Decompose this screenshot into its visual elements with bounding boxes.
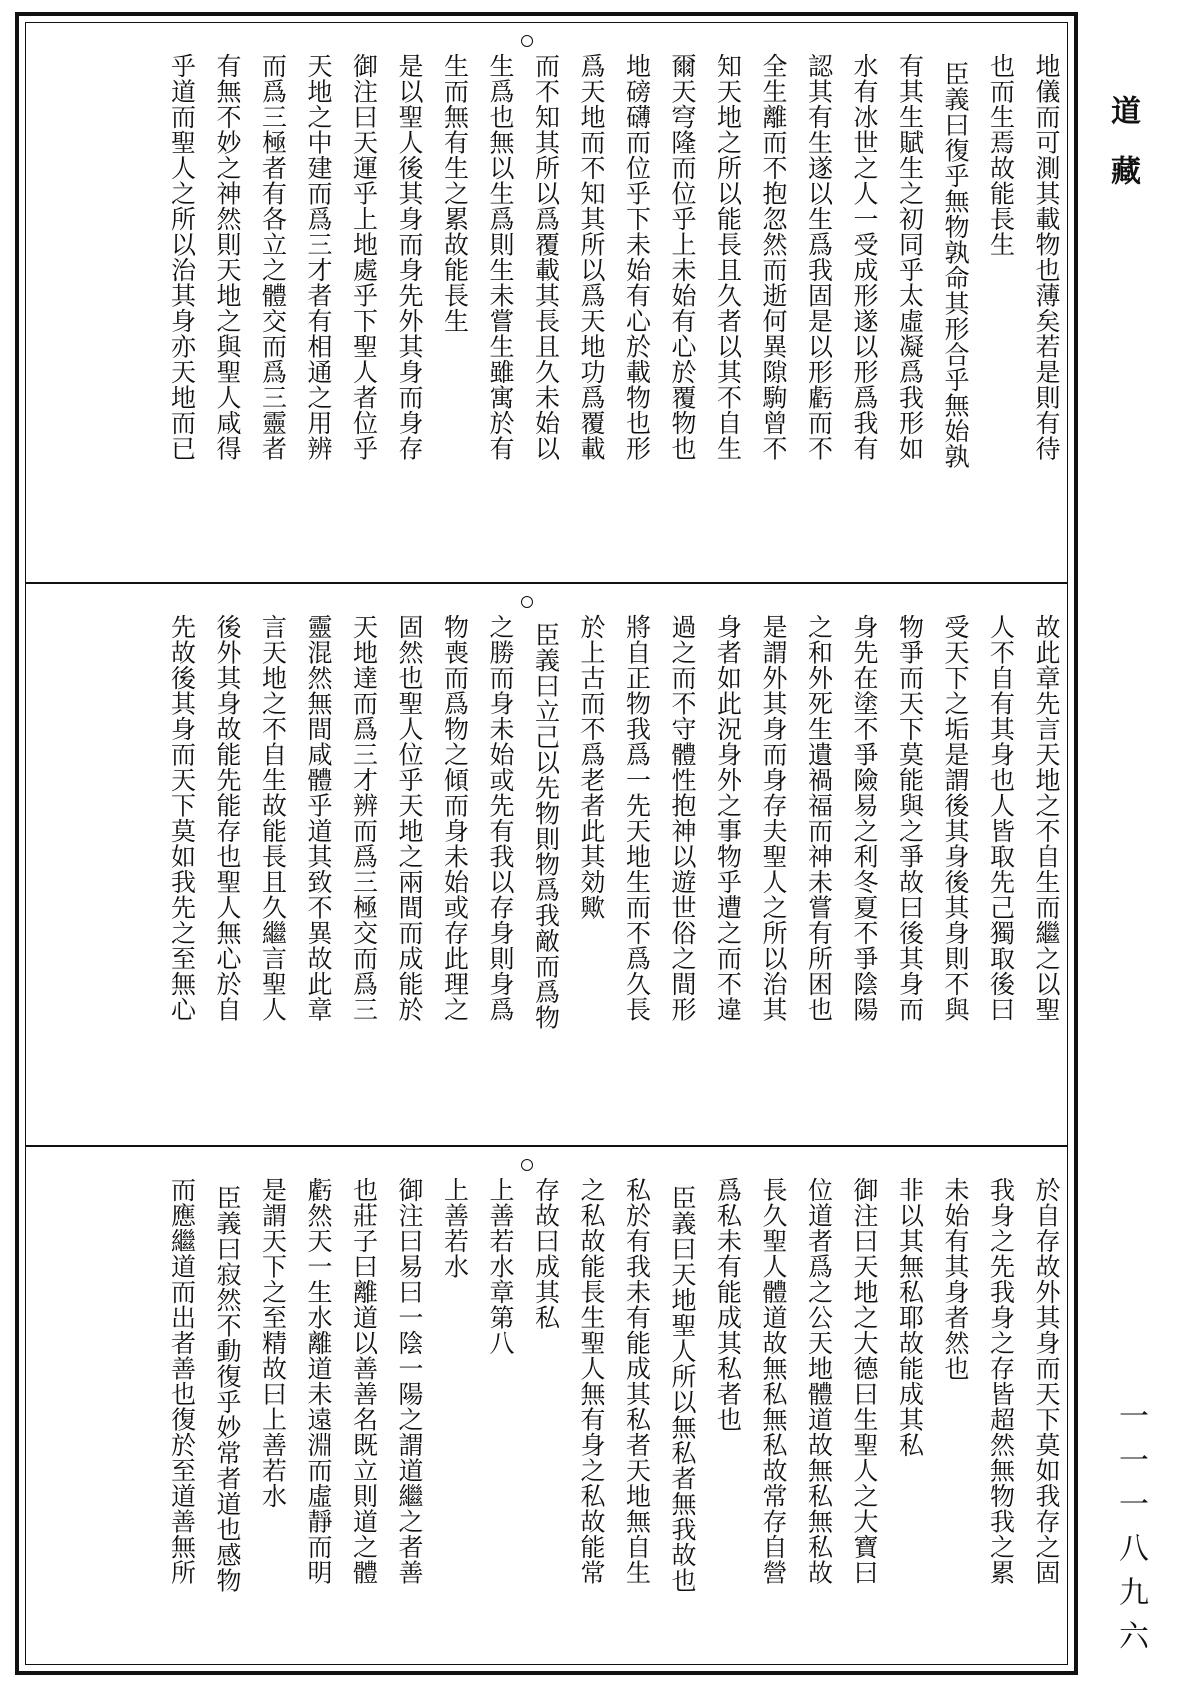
text-column: 有其生賦生之初同乎太虛凝爲我形如 bbox=[895, 53, 925, 461]
text-column: 也莊子曰離道以善善名既立則道之體 bbox=[349, 1177, 379, 1585]
section-marker-circle bbox=[521, 35, 533, 47]
text-column: 靈混然無間咸體乎道其致不異故此章 bbox=[304, 614, 333, 1022]
text-column: 也而生焉故能長生 bbox=[986, 53, 1016, 257]
text-column: 爲天地而不知其所以爲天地功爲覆載 bbox=[577, 53, 606, 461]
text-band-3 bbox=[26, 1145, 1067, 1676]
text-column: 我身之先我身之存皆超然無物我之累 bbox=[986, 1177, 1016, 1585]
text-column: 身先在塗不爭險易之利冬夏不爭陰陽 bbox=[850, 614, 879, 1022]
text-column: 故此章先言天地之不自生而繼之以聖 bbox=[1032, 614, 1061, 1022]
text-column: 言天地之不自生故能長且久繼言聖人 bbox=[258, 614, 288, 1022]
text-column: 是以聖人後其身而身先外其身而身存 bbox=[395, 53, 424, 461]
text-column: 臣義曰寂然不動復乎妙常者道也感物 bbox=[213, 1185, 242, 1593]
text-column: 認其有生遂以生爲我固是以形虧而不 bbox=[804, 53, 834, 461]
text-column: 於自存故外其身而天下莫如我存之固 bbox=[1032, 1177, 1061, 1585]
text-column: 受天下之垢是謂後其身後其身則不與 bbox=[941, 614, 970, 1022]
text-column: 乎道而聖人之所以治其身亦天地而已 bbox=[167, 53, 197, 461]
text-column: 物喪而爲物之傾而身未始或存此理之 bbox=[440, 614, 470, 1022]
text-column: 未始有其身者然也 bbox=[941, 1177, 970, 1381]
text-column: 長久聖人體道故無私無私故常存自營 bbox=[759, 1177, 788, 1585]
text-column: 地磅礴而位乎下未始有心於載物也形 bbox=[622, 53, 652, 461]
page-frame bbox=[15, 12, 1078, 1675]
text-column: 生爲也無以生爲則生未嘗生雖寓於有 bbox=[486, 53, 515, 461]
text-column: 地儀而可測其載物也薄矣若是則有待 bbox=[1032, 53, 1061, 461]
text-band-2 bbox=[26, 582, 1067, 1145]
text-column: 私於有我未有能成其私者天地無自生 bbox=[622, 1177, 652, 1585]
text-column: 是謂外其身而身存夫聖人之所以治其 bbox=[759, 614, 788, 1022]
text-column: 而不知其所以爲覆載其長且久未始以 bbox=[531, 53, 561, 461]
text-column: 臣義曰復乎無物孰命其形合乎無始孰 bbox=[941, 61, 970, 469]
text-column: 天地達而爲三才辨而爲三極交而爲三 bbox=[349, 614, 379, 1022]
text-column: 知天地之所以能長且久者以其不自生 bbox=[713, 53, 743, 461]
text-column: 而爲三極者有各立之體交而爲三靈者 bbox=[258, 53, 288, 461]
text-column: 臣義曰天地聖人所以無私者無我故也 bbox=[668, 1185, 697, 1593]
text-column: 先故後其身而天下莫如我先之至無心 bbox=[167, 614, 197, 1022]
text-column: 御注曰易曰一陰一陽之謂道繼之者善 bbox=[395, 1177, 424, 1585]
section-marker-circle bbox=[521, 596, 533, 608]
text-column: 於上古而不爲老者此其効歟 bbox=[577, 614, 606, 920]
text-column: 御注曰天運乎上地處乎下聖人者位乎 bbox=[349, 53, 379, 461]
text-column: 物爭而天下莫能與之爭故曰後其身而 bbox=[895, 614, 925, 1022]
text-column: 固然也聖人位乎天地之兩間而成能於 bbox=[395, 614, 424, 1022]
page-number: 一一一八九六 bbox=[1113, 1400, 1148, 1664]
text-column: 有無不妙之神然則天地之與聖人咸得 bbox=[213, 53, 242, 461]
text-column: 身者如此況身外之事物乎遭之而不違 bbox=[713, 614, 743, 1022]
text-column: 是謂天下之至精故曰上善若水 bbox=[258, 1177, 288, 1509]
text-column: 爾天穹隆而位乎上未始有心於覆物也 bbox=[668, 53, 697, 461]
text-column: 爲私未有能成其私者也 bbox=[713, 1177, 743, 1432]
text-column: 生而無有生之累故能長生 bbox=[440, 53, 470, 334]
text-column: 位道者爲之公天地體道故無私無私故 bbox=[804, 1177, 834, 1585]
text-column: 之私故能長生聖人無有身之私故能常 bbox=[577, 1177, 606, 1585]
text-column: 虧然天一生水離道未遠淵而虛靜而明 bbox=[304, 1177, 333, 1585]
text-column: 水有冰世之人一受成形遂以形爲我有 bbox=[850, 53, 879, 461]
text-column: 將自正物我爲一先天地生而不爲久長 bbox=[622, 614, 652, 1022]
text-column: 上善若水章第八 bbox=[486, 1177, 515, 1356]
text-column: 之勝而身未始或先有我以存身則身爲 bbox=[486, 614, 515, 1022]
text-column: 非以其無私耶故能成其私 bbox=[895, 1177, 925, 1458]
text-column: 人不自有其身也人皆取先己獨取後曰 bbox=[986, 614, 1016, 1022]
text-column: 全生離而不抱忽然而逝何異隙駒曾不 bbox=[759, 53, 788, 461]
text-band-1 bbox=[26, 23, 1067, 580]
section-marker-circle bbox=[521, 1159, 533, 1171]
text-column: 過之而不守體性抱神以遊世俗之間形 bbox=[668, 614, 697, 1022]
collection-title: 道藏 bbox=[1105, 95, 1140, 215]
text-column: 天地之中建而爲三才者有相通之用辨 bbox=[304, 53, 333, 461]
text-column: 存故曰成其私 bbox=[531, 1177, 561, 1330]
text-column: 臣義曰立己以先物則物爲我敵而爲物 bbox=[531, 622, 561, 1030]
text-column: 上善若水 bbox=[440, 1177, 470, 1279]
text-column: 而應繼道而出者善也復於至道善無所 bbox=[167, 1177, 197, 1585]
text-column: 後外其身故能先能存也聖人無心於自 bbox=[213, 614, 242, 1022]
page-inner-border bbox=[25, 22, 1068, 1665]
text-column: 御注曰天地之大德曰生聖人之大寶曰 bbox=[850, 1177, 879, 1585]
text-column: 之和外死生遺禍福而神未嘗有所困也 bbox=[804, 614, 834, 1022]
